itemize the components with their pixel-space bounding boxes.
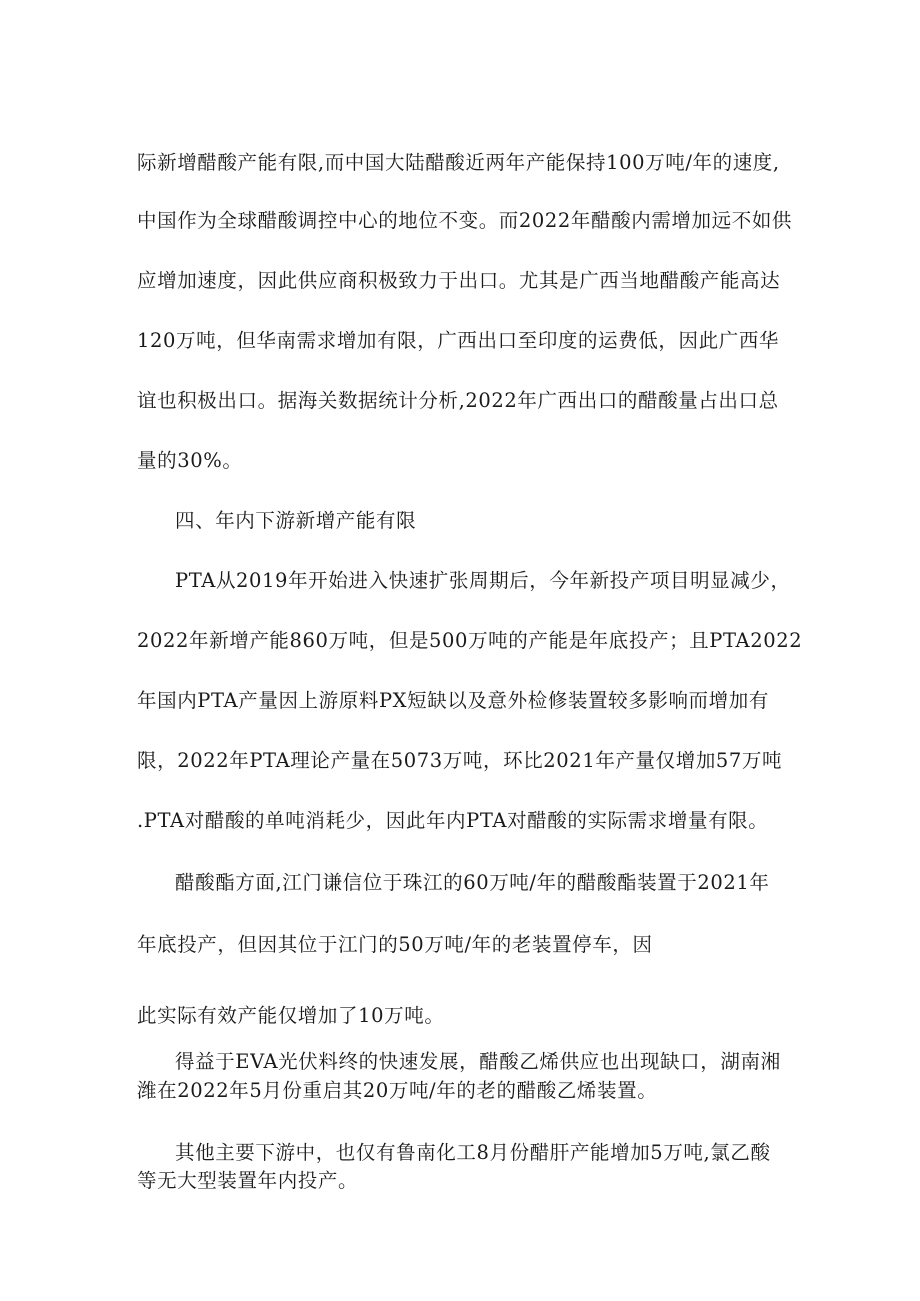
text-line: 应增加速度，因此供应商积极致力于出口。尤其是广西当地醋酸产能高达 <box>137 269 781 292</box>
text-line: 此实际有效产能仅增加了10万吨。 <box>137 1004 445 1027</box>
text-line: 量的30%。 <box>137 449 243 472</box>
text-line: 限，2022年PTA理论产量在5073万吨，环比2021年产量仅增加57万吨 <box>137 749 783 772</box>
text-line: 2022年新增产能860万吨，但是500万吨的产能是年底投产；且PTA2022 <box>137 629 803 652</box>
text-line: 得益于EVA光伏料终的快速发展，醋酸乙烯供应也出现缺口，湖南湘 <box>175 1050 781 1073</box>
text-line: 120万吨，但华南需求增加有限，广西出口至印度的运费低，因此广西华 <box>137 329 780 352</box>
text-line: 等无大型装置年内投产。 <box>137 1169 359 1192</box>
text-line: 年底投产，但因其位于江门的50万吨/年的老装置停车，因 <box>137 933 653 956</box>
text-line: 其他主要下游中，也仅有鲁南化工8月份醋肝产能增加5万吨,氯乙酸 <box>175 1141 771 1164</box>
text-line: 谊也积极出口。据海关数据统计分析,2022年广西出口的醋酸量占出口总 <box>137 389 779 412</box>
text-line: 醋酸酯方面,江门谦信位于珠江的60万吨/年的醋酸酯装置于2021年 <box>175 871 770 894</box>
text-line: 年国内PTA产量因上游原料PX短缺以及意外检修装置较多影响而增加有 <box>137 689 769 712</box>
text-line: 际新增醋酸产能有限,而中国大陆醋酸近两年产能保持100万吨/年的速度, <box>137 151 780 174</box>
text-line: 中国作为全球醋酸调控中心的地位不变。而2022年醋酸内需增加远不如供 <box>137 209 793 232</box>
text-line: PTA从2019年开始进入快速扩张周期后，今年新投产项目明显减少， <box>175 569 791 592</box>
section-heading: 四、年内下游新增产能有限 <box>175 509 417 532</box>
text-line: .PTA对醋酸的单吨消耗少，因此年内PTA对醋酸的实际需求增量有限。 <box>137 809 769 832</box>
text-line: 潍在2022年5月份重启其20万吨/年的老的醋酸乙烯装置。 <box>137 1079 658 1102</box>
